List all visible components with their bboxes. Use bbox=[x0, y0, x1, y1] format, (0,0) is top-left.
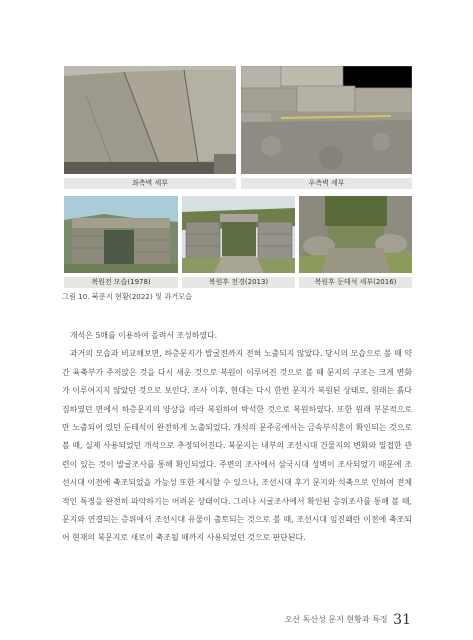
caption-after-detail: 복원후 둔테석 세부(2016) bbox=[299, 277, 412, 288]
photo-left-wall-detail bbox=[64, 66, 236, 174]
figure-title: 그림 10. 북문지 현황(2022) 및 과거모습 bbox=[62, 292, 193, 301]
paragraph: 과거의 모습과 비교해보면, 하층문지가 발굴전까지 전혀 노출되지 않았다. 당시의 모습으로 볼 때 약간 육축부가 주저앉은 것을 다시 새운 것으로 복원이 이루어진 것으로 볼 때 문지의 구조는 크게 변화가 이루어지지 않았던 것으로 보인다. 조사 이후, 현대는 다시 한번 문지가 복원된 상태로, 원래는 흙다짐하였던 면에서 하층문지의 양상을 따라 복원하여 박석한 것으로 복원하였다. 또한 원래 부분적으로만 노출되어 있던 둔테석이 완전하게 노출되었다. 개석의 문주공에서는 금속부식흔이 확인되는 것으로 볼 때, 실제 사용되었던 개석으로 추정되어진다. 북문지는 내부의 조선시대 건물지의 변화와 밀접한 관련이 있는 것이 발굴조사를 통해 확인되었다. 주변의 조사에서 삼국시대 성벽이 조사되었기 때문에 조선시대 이전에 축조되었을 가능성 또한 제시할 수 있으나, 조선시대 후기 문지와 석축으로 인하여 전체적인 특징을 완전히 파악하기는 어려운 상태이다. 그러나 시굴조사에서 확인된 층위조사를 통해 볼 때, 문지와 연결되는 층위에서 조선시대 유물이 출토되는 것으로 볼 때, 조선시대 임진왜란 이전에 축조되어 현재의 북문지로 새로이 축조될 때까지 사용되었던 것으로 판단된다. bbox=[62, 349, 412, 543]
caption-left-wall: 좌측벽 세부 bbox=[64, 178, 236, 189]
photo-after-restoration bbox=[182, 196, 295, 273]
photo-before-restoration bbox=[64, 196, 178, 273]
caption-right-wall: 우측벽 세부 bbox=[241, 178, 412, 189]
running-title: 오산 독산성 문지 현황과 특징 bbox=[284, 615, 388, 624]
paragraph: 개석은 5매를 이용하여 올려서 조성하였다. bbox=[70, 331, 218, 340]
page-number: 31 bbox=[393, 612, 411, 628]
photo-right-wall-detail bbox=[241, 66, 412, 174]
caption-after-full: 복원후 전경(2013) bbox=[182, 277, 295, 288]
caption-before: 복원전 모습(1978) bbox=[64, 277, 178, 288]
body-text bbox=[62, 327, 412, 548]
photo-threshold-stone-detail bbox=[299, 196, 412, 273]
page-footer bbox=[285, 612, 411, 628]
